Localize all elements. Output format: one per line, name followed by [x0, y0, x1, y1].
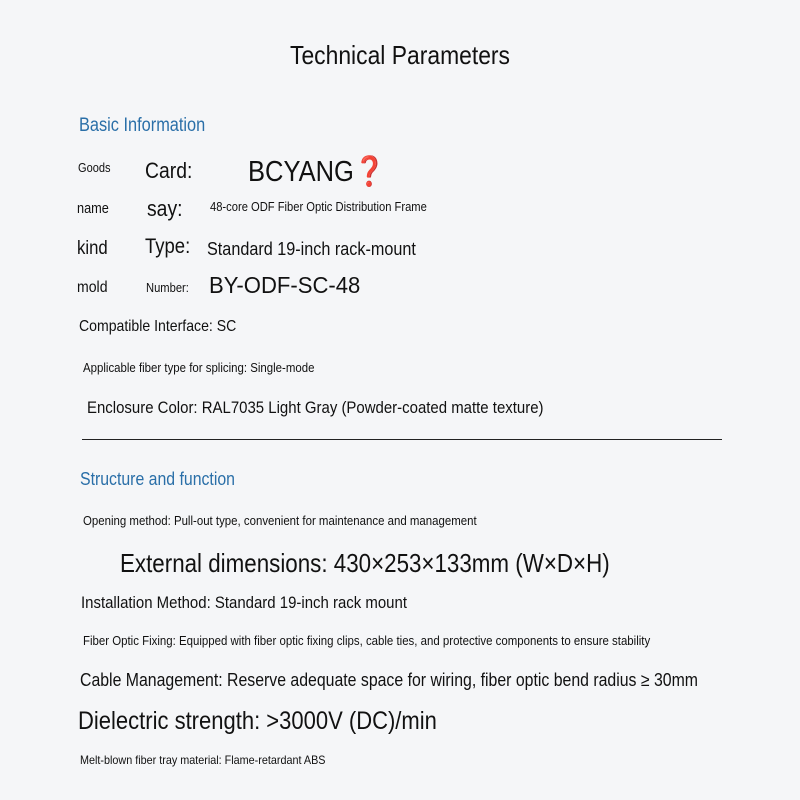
name-label-part2: say:: [147, 196, 183, 221]
compatible-interface: Compatible Interface: SC: [79, 318, 237, 335]
fiber-optic-fixing: Fiber Optic Fixing: Equipped with fiber optic fixing clips, cable ties, and protective components to ensure stability: [83, 633, 651, 648]
installation-method: Installation Method: Standard 19-inch rack mount: [81, 593, 407, 612]
name-label-part1: name: [77, 200, 109, 217]
model-value: BY-ODF-SC-48: [209, 272, 361, 298]
model-label-part2: Number:: [146, 280, 189, 295]
cable-management: Cable Management: Reserve adequate space for wiring, fiber optic bend radius ≥ 30mm: [80, 670, 698, 690]
name-value: 48-core ODF Fiber Optic Distribution Frame: [210, 199, 427, 214]
section-divider: [82, 439, 722, 440]
opening-method: Opening method: Pull-out type, convenient for maintenance and management: [83, 513, 477, 528]
model-label-part1: mold: [77, 279, 108, 296]
brand-label-part2: Card:: [145, 158, 193, 183]
enclosure-color: Enclosure Color: RAL7035 Light Gray (Powder-coated matte texture): [87, 398, 544, 417]
external-dimensions: External dimensions: 430×253×133mm (W×D×H): [120, 548, 610, 578]
section-heading-basic: Basic Information: [79, 115, 206, 136]
fiber-tray-material: Melt-blown fiber tray material: Flame-retardant ABS: [80, 753, 326, 767]
page-title: Technical Parameters: [290, 40, 510, 70]
kind-value: Standard 19-inch rack-mount: [207, 239, 416, 259]
brand-label-part1: Goods: [78, 160, 111, 175]
kind-label-part1: kind: [77, 238, 108, 259]
brand-value: BCYANG❓: [248, 156, 386, 188]
dielectric-strength: Dielectric strength: >3000V (DC)/min: [78, 707, 437, 735]
section-heading-structure: Structure and function: [80, 469, 235, 489]
kind-label-part2: Type:: [145, 235, 191, 258]
fiber-type: Applicable fiber type for splicing: Single-mode: [83, 360, 315, 375]
